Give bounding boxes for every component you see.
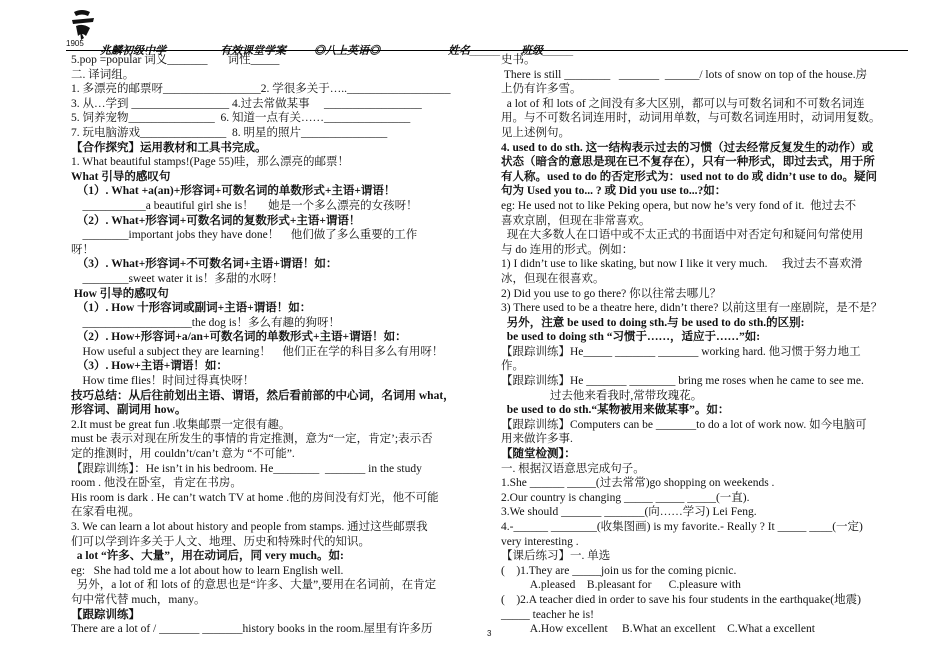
header-divider xyxy=(66,50,908,51)
text-line: very interesting . xyxy=(501,535,579,548)
text-line: 喜欢京剧，但现在非常喜欢。 xyxy=(501,214,651,227)
text-line: 4.-______ ________(收集图画) is my favorite.- Really ? It _____ ____(一定) xyxy=(501,521,863,533)
text-line: There are a lot of / _______ _______history books in the room.屋里有许多历 xyxy=(71,623,433,636)
text-line: 有人称。used to do 的否定形式为：used not to do 或 didn’t use to do。疑问 xyxy=(501,170,878,183)
text-line: 形容词、副词用 how。 xyxy=(71,404,187,417)
text-line: 用来做许多事. xyxy=(501,433,573,446)
text-line: ( )1.They are _____join us for the coming picnic. xyxy=(501,564,737,577)
text-line: 3. 从…学到 _________________ 4.过去常做某事 _________________ xyxy=(71,97,422,110)
worksheet-title: 有效课堂学案 xyxy=(220,45,286,57)
logo-year: 1905 xyxy=(66,39,84,48)
text-line: ( )2.A teacher died in order to save his four students in the earthquake(地震) xyxy=(501,593,861,606)
text-line: be used to doing sth “习惯于……，适应于……”如: xyxy=(501,331,761,344)
text-line: ___________a beautiful girl she is！ 她是一个多么漂亮的女孩呀！ xyxy=(71,199,418,212)
text-line: 【合作探究】运用教材和工具书完成。 xyxy=(71,141,267,154)
text-line: 作。 xyxy=(501,360,524,373)
text-line: （3）. What+形容词+不可数名词+主语+谓语！如： xyxy=(71,258,338,271)
text-line: _____ teacher he is! xyxy=(501,608,594,621)
text-line: 1) I didn’t use to like skating, but now I like it very much. 我过去不喜欢滑 xyxy=(501,258,863,271)
text-line: 与 do 连用的形式。例如： xyxy=(501,243,634,256)
text-line: 定的推测时，用 couldn’t/can’t 意为 “不可能”. xyxy=(71,448,295,461)
text-line: must be 表示对现在所发生的事情的肯定推测，意为“一定，肯定’;表示否 xyxy=(71,433,433,446)
text-line: 5.pop =popular 词义_______ 词性_____ xyxy=(71,54,280,66)
text-line: 1. 多漂亮的邮票呀_________________2. 学很多关于…..__________________ xyxy=(71,83,451,96)
left-column xyxy=(71,53,482,637)
text-line: 史书。 xyxy=(501,54,536,66)
text-line: ________important jobs they have done！ 他们做了多么重要的工作 xyxy=(71,229,418,242)
text-line: His room is dark . He can’t watch TV at home .他的房间没有灯光，他不可能 xyxy=(71,491,439,504)
text-line: 另外，a lot of 和 lots of 的意思也是“许多、大量”,要用在名词前，在肯定 xyxy=(71,579,437,592)
text-line: eg: He used not to like Peking opera, but now he’s very fond of it. 他过去不 xyxy=(501,199,857,212)
text-line: 2.Our country is changing _____ _____ _____(一直). xyxy=(501,491,750,504)
page-number: 3 xyxy=(487,629,492,638)
text-line: be used to do sth.“某物被用来做某事”。如： xyxy=(501,404,730,417)
text-line: 3) There used to be a theatre here, didn’t there? 以前这里有一座剧院，是不是？ xyxy=(501,302,883,315)
text-line: 【跟踪训练】：He isn’t in his bedroom. He________ _______ in the study xyxy=(71,462,422,475)
text-line: （3）. How+主语+谓语！如： xyxy=(71,360,228,373)
text-line: 们可以学到许多关于人文、地理、历史和特殊时代的知识。 xyxy=(71,535,370,548)
text-line: 状态（暗含的意思是现在已不复存在），只有一种形式，即过去式，用于所 xyxy=(501,156,875,169)
text-line: ________sweet water it is！多甜的水呀！ xyxy=(71,272,284,285)
text-line: 【跟踪训练】He _______ ________ bring me roses when he came to see me. xyxy=(501,375,864,388)
text-line: 另外，注意 be used to doing sth.与 be used to do sth.的区别: xyxy=(501,316,805,329)
text-line: 现在大多数人在口语中或不太正式的书面语中对否定句和疑问句常使用 xyxy=(501,229,864,242)
text-line: （2）. How+形容词+a/an+可数名词的单数形式+主语+谓语！如： xyxy=(71,331,407,344)
page-header xyxy=(62,6,904,57)
text-line: a lot of 和 lots of 之间没有多大区别，都可以与可数名词和不可数名词连 xyxy=(501,97,865,110)
school-name: 兆麟初级中学 xyxy=(100,45,166,57)
text-line: How useful a subject they are learning！ 他们正在学的科目多么有用呀！ xyxy=(71,345,444,358)
text-line: 【跟踪训练】 xyxy=(71,608,140,621)
text-line: 一. 根据汉语意思完成句子。 xyxy=(501,462,645,475)
text-line: A.How excellent B.What an excellent C.What a excellent xyxy=(501,623,815,636)
text-line: 7. 玩电脑游戏_______________ 8. 明星的照片_______________ xyxy=(71,126,388,139)
text-line: 见上述例句。 xyxy=(501,126,570,139)
text-line: 呀！ xyxy=(71,243,94,256)
text-line: 二. 译词组。 xyxy=(71,68,135,81)
text-line: 【随堂检测】： xyxy=(501,448,576,461)
text-line: 【课后练习】一. 单选 xyxy=(501,550,611,563)
text-line: 在家看电视。 xyxy=(71,506,140,519)
text-line: 上仍有许多雪。 xyxy=(501,83,582,96)
course-label: ◎八上英语◎ xyxy=(314,45,380,57)
text-line: 3.We should _______ _______(向……学习) Lei Feng. xyxy=(501,506,757,519)
text-line: 用。与不可数名词连用时，动词用单数，与可数名词连用时，动词用复数。 xyxy=(501,112,881,125)
text-line: What 引导的感叹句 xyxy=(71,170,171,183)
right-column xyxy=(501,53,913,637)
text-line: 【跟踪训练】Computers can be _______to do a lot of work now. 如今电脑可 xyxy=(501,418,867,431)
text-line: 4. used to do sth. 这一结构表示过去的习惯（过去经常反复发生的动作）或 xyxy=(501,141,874,154)
text-line: A.pleased B.pleasant for C.pleasure with xyxy=(501,579,741,592)
text-line: 过去他来看我时,常带玫瑰花。 xyxy=(501,389,703,402)
text-line: How time flies！时间过得真快呀！ xyxy=(71,375,255,388)
text-line: 5. 饲养宠物_______________ 6. 知道一点有关……_______________ xyxy=(71,112,411,125)
text-line: 1.She ______ _____(过去常常)go shopping on weekends . xyxy=(501,477,775,490)
class-field[interactable]: 班级_____ xyxy=(521,45,574,57)
text-line: 3. We can learn a lot about history and people from stamps. 通过这些邮票我 xyxy=(71,521,428,533)
text-line: 句中常代替 much，many。 xyxy=(71,593,206,606)
text-line: There is still ________ _______ ______/ lots of snow on top of the house.房 xyxy=(501,68,868,81)
text-line: How 引导的感叹句 xyxy=(71,287,169,300)
text-line: 2) Did you use to go there? 你以往常去哪儿？ xyxy=(501,287,722,300)
text-line: 技巧总结：从后往前划出主语、谓语，然后看前部的中心词，名词用 what， xyxy=(71,389,455,402)
text-line: 1. What beautiful stamps!(Page 55)哇，那么漂亮的邮票！ xyxy=(71,156,349,169)
text-line: （1）. What +a(an)+形容词+可数名词的单数形式+主语+谓语！ xyxy=(71,185,396,198)
text-line: 2.It must be great fun .收集邮票一定很有趣。 xyxy=(71,418,291,431)
name-field[interactable]: 姓名_____ xyxy=(448,45,501,57)
text-line: ___________________the dog is！多么有趣的狗呀！ xyxy=(71,316,340,329)
text-line: eg: She had told me a lot about how to learn English well. xyxy=(71,564,344,577)
text-line: （2）. What+形容词+可数名词的复数形式+主语+谓语！ xyxy=(71,214,361,227)
text-line: 冰，但现在很喜欢。 xyxy=(501,272,605,285)
text-line: a lot “许多、大量”，用在动词后，同 very much。如: xyxy=(71,550,344,563)
text-line: 【跟踪训练】He_____ _______ _______ working hard. 他习惯于努力地工 xyxy=(501,345,861,358)
text-line: room . 他没在卧室，肯定在书房。 xyxy=(71,477,242,490)
text-line: 句为 Used you to... ? 或 Did you use to...?如： xyxy=(501,185,727,198)
text-line: （1）. How 十形容词或副词+主语+谓语！如： xyxy=(71,302,312,315)
